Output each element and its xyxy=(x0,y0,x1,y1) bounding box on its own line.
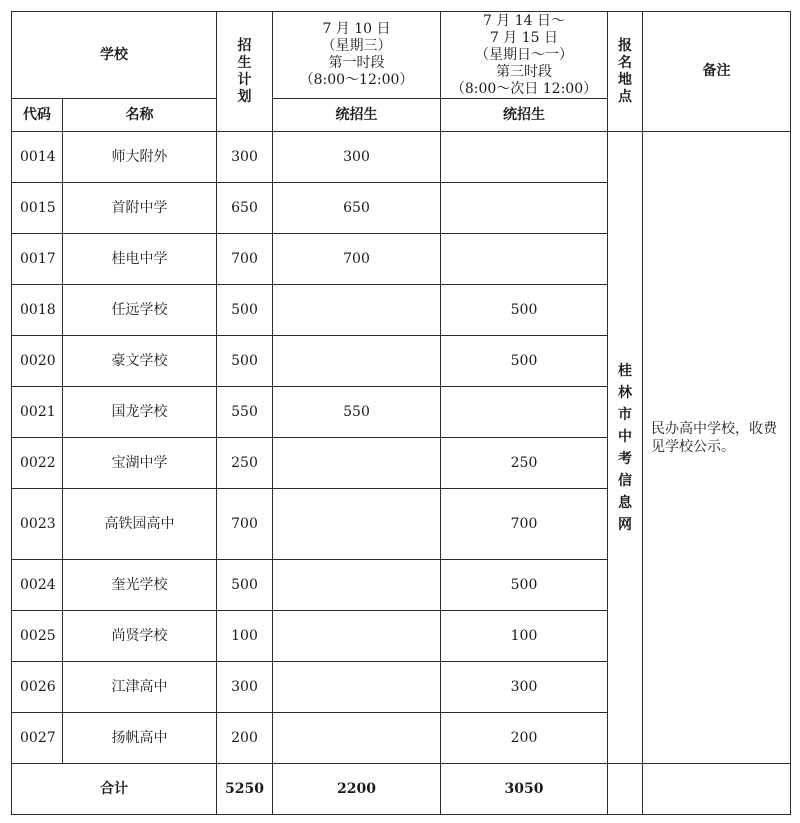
cell-period1 xyxy=(273,438,441,489)
cell-period3: 100 xyxy=(441,611,608,662)
header-period1: 7 月 10 日 （星期三） 第一时段 （8:00～12:00） xyxy=(273,12,441,99)
cell-plan: 100 xyxy=(217,611,273,662)
header-location xyxy=(608,12,643,132)
cell-plan: 500 xyxy=(217,285,273,336)
cell-period1 xyxy=(273,560,441,611)
cell-period1 xyxy=(273,489,441,560)
cell-code: 0017 xyxy=(12,234,63,285)
cell-code: 0020 xyxy=(12,336,63,387)
cell-plan: 500 xyxy=(217,560,273,611)
header-plan xyxy=(217,12,273,132)
cell-period1: 650 xyxy=(273,183,441,234)
total-period1: 2200 xyxy=(273,764,441,815)
cell-period3 xyxy=(441,234,608,285)
cell-plan: 500 xyxy=(217,336,273,387)
header-code: 代码 xyxy=(12,99,63,132)
total-location-empty xyxy=(608,764,643,815)
header-row-1 xyxy=(12,12,791,99)
cell-period1: 550 xyxy=(273,387,441,438)
cell-plan: 250 xyxy=(217,438,273,489)
location-cell xyxy=(608,132,643,764)
cell-name: 奎光学校 xyxy=(63,560,217,611)
total-remark-empty xyxy=(643,764,791,815)
cell-plan: 650 xyxy=(217,183,273,234)
cell-period3: 300 xyxy=(441,662,608,713)
header-name: 名称 xyxy=(63,99,217,132)
cell-code: 0025 xyxy=(12,611,63,662)
table-row xyxy=(12,132,791,183)
cell-code: 0027 xyxy=(12,713,63,764)
cell-period3: 500 xyxy=(441,336,608,387)
cell-name: 豪文学校 xyxy=(63,336,217,387)
total-plan: 5250 xyxy=(217,764,273,815)
location-value: 桂林市中考信息网 xyxy=(618,362,632,533)
total-label: 合计 xyxy=(12,764,217,815)
cell-period1 xyxy=(273,336,441,387)
cell-name: 任远学校 xyxy=(63,285,217,336)
remark-value: 民办高中学校，收费见学校公示。 xyxy=(651,420,777,455)
cell-name: 师大附外 xyxy=(63,132,217,183)
cell-plan: 700 xyxy=(217,489,273,560)
cell-name: 宝湖中学 xyxy=(63,438,217,489)
remark-cell xyxy=(643,132,791,764)
cell-code: 0018 xyxy=(12,285,63,336)
cell-code: 0015 xyxy=(12,183,63,234)
cell-name: 高铁园高中 xyxy=(63,489,217,560)
enrollment-table xyxy=(11,11,791,815)
cell-plan: 200 xyxy=(217,713,273,764)
cell-code: 0021 xyxy=(12,387,63,438)
header-plan-text: 招生计划 xyxy=(237,37,252,105)
cell-period1 xyxy=(273,662,441,713)
cell-period3: 200 xyxy=(441,713,608,764)
total-period3: 3050 xyxy=(441,764,608,815)
header-location-text: 报名地点 xyxy=(618,37,632,105)
cell-period3: 500 xyxy=(441,560,608,611)
cell-plan: 700 xyxy=(217,234,273,285)
cell-name: 尚贤学校 xyxy=(63,611,217,662)
cell-name: 国龙学校 xyxy=(63,387,217,438)
cell-plan: 550 xyxy=(217,387,273,438)
cell-period1: 300 xyxy=(273,132,441,183)
cell-name: 扬帆高中 xyxy=(63,713,217,764)
cell-plan: 300 xyxy=(217,662,273,713)
cell-period1 xyxy=(273,713,441,764)
header-unified3: 统招生 xyxy=(441,99,608,132)
cell-period1: 700 xyxy=(273,234,441,285)
cell-code: 0024 xyxy=(12,560,63,611)
cell-code: 0014 xyxy=(12,132,63,183)
header-unified1: 统招生 xyxy=(273,99,441,132)
cell-period3 xyxy=(441,132,608,183)
total-row xyxy=(12,764,791,815)
cell-period3 xyxy=(441,387,608,438)
cell-period1 xyxy=(273,285,441,336)
header-school: 学校 xyxy=(12,12,217,99)
cell-code: 0022 xyxy=(12,438,63,489)
cell-name: 首附中学 xyxy=(63,183,217,234)
cell-period3: 500 xyxy=(441,285,608,336)
cell-period1 xyxy=(273,611,441,662)
cell-name: 江津高中 xyxy=(63,662,217,713)
header-remark: 备注 xyxy=(643,12,791,132)
cell-code: 0023 xyxy=(12,489,63,560)
cell-period3: 250 xyxy=(441,438,608,489)
cell-code: 0026 xyxy=(12,662,63,713)
cell-period3 xyxy=(441,183,608,234)
cell-name: 桂电中学 xyxy=(63,234,217,285)
cell-period3: 700 xyxy=(441,489,608,560)
header-period3: 7 月 14 日～ 7 月 15 日 （星期日～一） 第三时段 （8:00～次日 12:00） xyxy=(441,12,608,99)
cell-plan: 300 xyxy=(217,132,273,183)
